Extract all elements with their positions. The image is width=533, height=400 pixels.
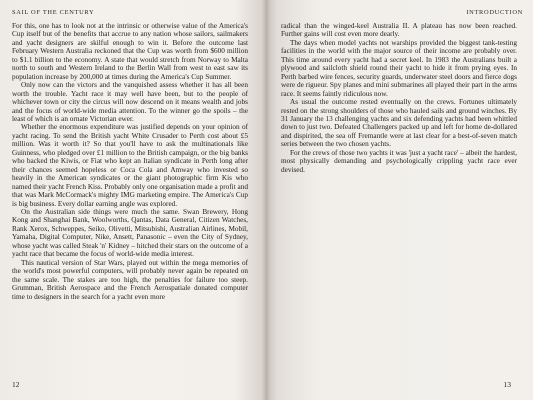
running-head-left: SAIL OF THE CENTURY: [12, 9, 95, 16]
page-number-right: 13: [503, 380, 511, 389]
paragraph: This nautical version of Star Wars, played out within the mega memories of the world's most powerful computers, will probably never again be repeated on the same scale. The stakes are too high, the penalties for failure too steep. Grumman, British Aerospace and the French Aerospatiale donated computer time to designers in the search for a yacht even more: [12, 258, 248, 301]
paragraph: For the crews of those two yachts it was 'just a yacht race' – albeit the hardest, most physically demanding and psychologically crippling yacht race ever devised.: [281, 148, 517, 174]
right-page: [271, 0, 533, 400]
page-number-left: 12: [12, 380, 20, 389]
right-page-body: [281, 22, 517, 174]
left-page: [0, 0, 262, 400]
paragraph: radical than the winged-keel Australia II. A plateau has now been reached. Further gains will cost even more dearly.: [281, 22, 517, 39]
paragraph: For this, one has to look not at the intrinsic or otherwise value of the America's Cup itself but of the benefits that accrue to any nation whose sailors, sailmakers and yacht designers are skilful enough to win it. Before the outcome last February Western Australia reckoned that the Cup was worth from $600 million to $1.1 billion to the economy. A state that would stretch from Norway to Malta north to south and Western Ireland to the Berlin Wall from west to east saw its population increase by 200,000 at times during the America's Cup Summer.: [12, 22, 248, 81]
paragraph: As usual the outcome rested eventually on the crews. Fortunes ultimately rested on the strong shoulders of those who hauled sails and ground winches. By 31 January the 13 challenging yachts and six defending yachts had been whittled down to just two. Defeated Challengers packed up and left for home de-dollared and dispirited, the sea off Fremantle were at last clear for a best-of-seven match series between the two chosen yachts.: [281, 98, 517, 149]
left-page-body: [12, 22, 248, 301]
book-gutter: [262, 0, 271, 400]
paragraph: Whether the enormous expenditure was justified depends on your opinion of yacht racing. To send the British yacht White Crusader to Perth cost about £5 million. Was it worth it? So that you'll have to ask the multinationals like Guinness, who pledged over £1 million to the British campaign, or the big banks who backed the Kiwis, or Fiat who kept an Italian syndicate in Perth long after their chances seemed hopeless or Coca Cola and Amway who invested so heavily in the American syndicates or the giant photographic firm Kis who named their yacht French Kiss. Probably only one organisation made a profit and that was Mark McCormack's mighty IMG marketing empire. The America's Cup is big business. Every dollar earning angle was explored.: [12, 123, 248, 208]
running-head-right: INTRODUCTION: [466, 9, 523, 16]
paragraph: The days when model yachts not warships provided the biggest tank-testing facilities in the world with the major source of their income are probably over. This time around every yacht had a secret keel. In 1983 the Australians built a plywood and sailcloth shield round their yacht to hide it from prying eyes. In Perth barbed wire fences, security guards, underwater steel doors and fierce dogs were de rigueur. Spy planes and mini submarines all played their part in the arms race. It seems faintly ridiculous now.: [281, 38, 517, 98]
paragraph: Only now can the victors and the vanquished assess whether it has all been worth the trouble. Yacht race it may well have been, but to the people of whichever town or city the circus will now descend on it means wealth and jobs and the focus of world-wide media attention. To the winner go the spoils – the least of which is an ornate Victorian ewer.: [12, 81, 248, 123]
paragraph: On the Australian side things were much the same. Swan Brewery, Hong Kong and Shanghai Bank, Woolworths, Qantas, Data General, Citizen Watches, Rank Xerox, Schweppes, Seiko, Olivetti, Mitsubishi, Australian Airlines, Mobil, Yamaha, Digital Computer, Nike, Ansett, Panasonic – even the City of Sydney, whose yacht was called Steak 'n' Kidney – hitched their stars on the outcome of a yacht race that became the focus of world-wide media interest.: [12, 207, 248, 259]
